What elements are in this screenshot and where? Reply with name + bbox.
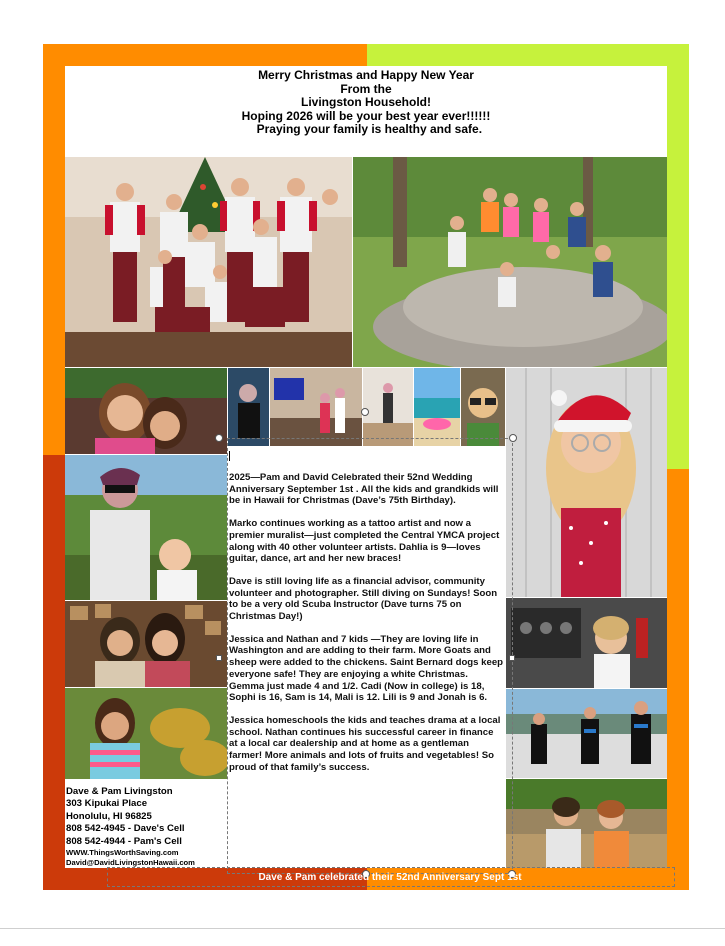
muralist-and-child-photo[interactable] <box>65 455 227 600</box>
living-room-kids-photo[interactable] <box>270 368 362 446</box>
dance-studio-photo[interactable] <box>363 368 413 446</box>
two-women-garden-photo[interactable] <box>506 779 667 868</box>
resize-handle-mid-left[interactable] <box>216 655 222 661</box>
resize-handle-top-right[interactable] <box>509 434 517 442</box>
text-frame-outline[interactable] <box>227 438 513 874</box>
greeting-line-3: Livingston Household! <box>301 95 431 109</box>
page-edge-line <box>0 928 725 929</box>
address-city: Honolulu, HI 96825 <box>66 810 152 822</box>
orange-band-top <box>43 44 367 66</box>
resize-handle-mid-right[interactable] <box>509 655 515 661</box>
greeting-line-1: Merry Christmas and Happy New Year <box>258 68 474 82</box>
girl-with-plants-photo[interactable] <box>65 688 227 779</box>
resize-handle-top-left[interactable] <box>215 434 223 442</box>
address-names: Dave & Pam Livingston <box>66 786 173 797</box>
kids-on-rock-photo[interactable] <box>353 157 667 367</box>
paragraph-anniversary: 2025—Pam and David Celebrated their 52nd Wedding Anniversary September 1st . All the kids and grandkids will be in Hawaii for Christmas (Dave’s 75th Birthday). <box>229 472 499 507</box>
lime-band-right <box>667 44 689 469</box>
scuba-diver-photo[interactable] <box>228 368 269 446</box>
beach-girl-photo[interactable] <box>414 368 460 446</box>
paragraph-marko: Marko continues working as a tattoo artist and now a premier muralist—just completed the Central YMCA project along with 40 other volunteer artists. Dahlia is 9—loves guitar, dance, art and her new braces! <box>229 518 500 565</box>
family-pajamas-photo[interactable] <box>65 157 352 367</box>
divers-on-boat-photo[interactable] <box>506 689 667 778</box>
santa-hat-girl-photo[interactable] <box>506 368 667 597</box>
address-phone-dave: 808 542-4945 - Dave's Cell <box>66 823 185 835</box>
paragraph-jessica-work: Jessica homeschools the kids and teaches drama at a local school. Nathan continues his successful career in finance at a local car dealership and at home as a gentleman farmer! More animals and lots of fruits and vegetables! So proud of that family’s success. <box>229 714 501 773</box>
greeting-line-2: From the <box>340 81 392 96</box>
lime-band-top <box>367 44 689 66</box>
anniversary-caption: Dave & Pam celebrated their 52nd Anniversary Sept 1st <box>258 872 522 883</box>
girl-at-radio-photo[interactable] <box>506 598 667 688</box>
address-street: 303 Kipukai Place <box>66 798 148 810</box>
greeting-box[interactable] <box>65 66 667 156</box>
girls-selfie-photo[interactable] <box>65 368 227 454</box>
paragraph-jessica-family: Jessica and Nathan and 7 kids —They are loving life in Washington and are adding to their farm. More Goats and sheep were added to the chickens. Saint Bernard dogs keep everyone safe! They are enjoying a white Christmas. Gemma just made 4 and 1/2. Cadi (Now in college) is 18, Sophi is 16, Sam is 14, Mali is 12. Lili is 9 and Jonah is 6. <box>229 633 504 704</box>
greeting-line-5: Praying your family is healthy and safe. <box>249 122 483 136</box>
sunglasses-girl-photo[interactable] <box>461 368 505 446</box>
text-cursor <box>229 451 230 461</box>
address-email: David@DavidLivingstonHawaii.com <box>66 858 195 868</box>
address-website: WWW.ThingsWorthSaving.com <box>66 848 179 858</box>
paragraph-dave: Dave is still loving life as a financial advisor, community volunteer and photographer. Still diving on Sundays! Soon to be a very old Scuba Instructor (Dave turns 75 on Christmas Day!) <box>229 575 498 623</box>
greeting-line-4: Hoping 2026 will be your best year ever!!!!!! <box>241 108 491 123</box>
address-block[interactable] <box>66 786 224 868</box>
rust-band-left-lower <box>43 455 65 890</box>
orange-band-right <box>667 469 689 890</box>
pam-and-daughter-photo[interactable] <box>65 601 227 687</box>
resize-handle-top-mid[interactable] <box>361 408 369 416</box>
address-phone-pam: 808 542-4944 - Pam's Cell <box>66 835 182 847</box>
